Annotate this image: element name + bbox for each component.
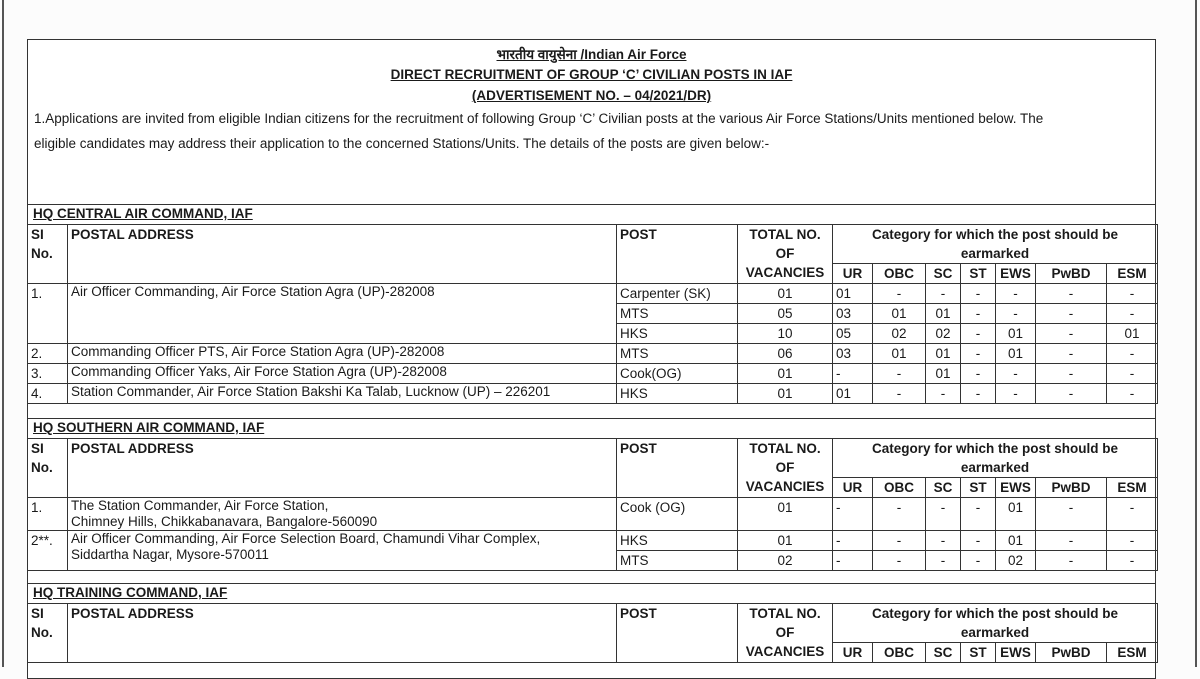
table-row [28,344,1158,364]
row-cat-esm: - [1107,531,1158,551]
col-post-header: POST [617,604,738,663]
row-cat-ur: 03 [833,304,873,324]
address-line: Station Commander, Air Force Station Bakshi Ka Talab, Lucknow (UP) – 226201 [71,384,551,399]
table-row [28,531,1158,551]
row-address [68,364,617,384]
row-cat-ews: 01 [996,324,1036,344]
row-total: 01 [738,498,833,531]
col-sl-header: SI No. [28,225,68,284]
col-cat-header-ews: EWS [996,643,1036,663]
row-cat-st: - [961,498,996,531]
col-total-header: TOTAL NO. OF VACANCIES [738,439,833,498]
row-cat-st: - [961,344,996,364]
col-cat-header-obc: OBC [873,264,926,284]
header-title: DIRECT RECRUITMENT OF GROUP ‘C’ CIVILIAN POSTS IN IAF [390,67,793,82]
row-cat-obc: - [873,498,926,531]
row-cat-ews: - [996,284,1036,304]
col-cat-header-ews: EWS [996,478,1036,498]
col-cat-header-esm: ESM [1107,643,1158,663]
row-cat-pwbd: - [1036,324,1107,344]
row-post: HKS [617,324,738,344]
row-cat-sc: - [926,551,961,571]
header-org: भारतीय वायुसेना /Indian Air Force [496,47,687,62]
col-post-header: POST [617,225,738,284]
row-cat-ur: - [833,531,873,551]
row-cat-sc: - [926,498,961,531]
row-post: MTS [617,344,738,364]
address-line: The Station Commander, Air Force Station, [71,498,329,513]
row-cat-pwbd: - [1036,284,1107,304]
row-address [68,284,617,344]
row-cat-obc: - [873,531,926,551]
section [28,204,1155,401]
row-cat-esm: - [1107,304,1158,324]
col-address-header: POSTAL ADDRESS [68,225,617,284]
row-sl-no: 1. [28,498,68,531]
row-address [68,498,617,531]
intro-line-1: 1.Applications are invited from eligible Indian citizens for the recruitment of following Group ‘C’ Civilian posts at the various Air Force Stations/Units mentioned below. The [34,111,1044,126]
row-cat-ur: 03 [833,344,873,364]
section-title: HQ TRAINING COMMAND, IAF [33,585,228,600]
col-post-header: POST [617,439,738,498]
table-row [28,284,1158,304]
row-sl-no: 2. [28,344,68,364]
row-total: 05 [738,304,833,324]
row-total: 01 [738,531,833,551]
row-cat-ur: 01 [833,284,873,304]
col-cat-header-pwbd: PwBD [1036,643,1107,663]
row-post: HKS [617,531,738,551]
col-cat-header-st: ST [961,643,996,663]
row-cat-pwbd: - [1036,384,1107,404]
row-sl-no: 4. [28,384,68,404]
row-sl-no: 2**. [28,531,68,571]
address-line: Commanding Officer PTS, Air Force Station Agra (UP)-282008 [71,344,445,359]
row-cat-sc: - [926,284,961,304]
col-total-header: TOTAL NO. OF VACANCIES [738,604,833,663]
col-cat-header-pwbd: PwBD [1036,264,1107,284]
row-cat-st: - [961,531,996,551]
table-row [28,498,1158,531]
address-line: Air Officer Commanding, Air Force Station Agra (UP)-282008 [71,284,435,299]
row-cat-st: - [961,551,996,571]
row-cat-obc: 01 [873,304,926,324]
row-post: HKS [617,384,738,404]
row-cat-sc: 01 [926,344,961,364]
row-total: 02 [738,551,833,571]
col-cat-header-esm: ESM [1107,264,1158,284]
col-cat-header-ur: UR [833,643,873,663]
col-category-header: Category for which the post should be earmarked [833,439,1158,478]
row-total: 01 [738,284,833,304]
col-address-header: POSTAL ADDRESS [68,604,617,663]
row-cat-st: - [961,364,996,384]
row-cat-pwbd: - [1036,364,1107,384]
row-cat-ews: - [996,304,1036,324]
row-post: Cook(OG) [617,364,738,384]
section [28,418,1155,568]
address-line: Air Officer Commanding, Air Force Selection Board, Chamundi Vihar Complex, [71,531,541,546]
col-cat-header-pwbd: PwBD [1036,478,1107,498]
row-cat-st: - [961,304,996,324]
table-row [28,384,1158,404]
section-title: HQ CENTRAL AIR COMMAND, IAF [33,206,253,221]
row-cat-sc: - [926,531,961,551]
row-cat-st: - [961,324,996,344]
row-post: Carpenter (SK) [617,284,738,304]
col-category-header: Category for which the post should be earmarked [833,604,1158,643]
row-cat-esm: - [1107,364,1158,384]
intro-line-2: eligible candidates may address their application to the concerned Stations/Units. The details of the posts are given below:- [34,136,770,151]
row-total: 01 [738,384,833,404]
row-post: MTS [617,304,738,324]
col-cat-header-ur: UR [833,264,873,284]
row-cat-obc: - [873,284,926,304]
row-cat-ur: 05 [833,324,873,344]
page-edge-right [1195,0,1197,667]
col-category-header: Category for which the post should be earmarked [833,225,1158,264]
vacancy-table [27,438,1158,571]
row-cat-st: - [961,384,996,404]
address-line: Chimney Hills, Chikkabanavara, Bangalore-560090 [71,514,378,529]
row-cat-obc: - [873,551,926,571]
col-cat-header-ews: EWS [996,264,1036,284]
header-advert-no: (ADVERTISEMENT NO. – 04/2021/DR) [471,88,712,103]
row-post: MTS [617,551,738,571]
page-edge-left [2,0,4,667]
row-total: 01 [738,364,833,384]
col-cat-header-sc: SC [926,478,961,498]
table-row [28,364,1158,384]
row-total: 10 [738,324,833,344]
row-cat-obc: - [873,384,926,404]
row-address [68,384,617,404]
row-sl-no: 3. [28,364,68,384]
row-cat-ews: 02 [996,551,1036,571]
col-cat-header-st: ST [961,478,996,498]
col-total-header: TOTAL NO. OF VACANCIES [738,225,833,284]
row-cat-ur: - [833,498,873,531]
col-address-header: POSTAL ADDRESS [68,439,617,498]
intro-paragraph [34,106,1144,156]
row-cat-ews: - [996,384,1036,404]
row-cat-sc: 01 [926,304,961,324]
row-address [68,344,617,364]
row-cat-sc: - [926,384,961,404]
document-page [27,39,1156,679]
row-cat-st: - [961,284,996,304]
row-cat-esm: - [1107,344,1158,364]
row-cat-pwbd: - [1036,551,1107,571]
col-sl-header: SI No. [28,604,68,663]
row-cat-sc: 01 [926,364,961,384]
section [28,583,1155,660]
vacancy-table [27,224,1158,404]
row-cat-ur: - [833,551,873,571]
col-cat-header-ur: UR [833,478,873,498]
section-title: HQ SOUTHERN AIR COMMAND, IAF [33,420,265,435]
row-total: 06 [738,344,833,364]
row-cat-esm: - [1107,384,1158,404]
row-cat-obc: - [873,364,926,384]
col-cat-header-obc: OBC [873,478,926,498]
row-address [68,531,617,571]
row-cat-ews: - [996,364,1036,384]
row-cat-esm: 01 [1107,324,1158,344]
col-cat-header-esm: ESM [1107,478,1158,498]
row-cat-ews: 01 [996,531,1036,551]
row-cat-pwbd: - [1036,344,1107,364]
row-cat-ews: 01 [996,344,1036,364]
vacancy-table [27,603,1158,663]
row-cat-ur: - [833,364,873,384]
row-cat-pwbd: - [1036,498,1107,531]
address-line: Siddartha Nagar, Mysore-570011 [71,547,269,562]
row-cat-ur: 01 [833,384,873,404]
col-cat-header-sc: SC [926,264,961,284]
col-sl-header: SI No. [28,439,68,498]
row-cat-ews: 01 [996,498,1036,531]
col-cat-header-obc: OBC [873,643,926,663]
row-cat-esm: - [1107,498,1158,531]
row-cat-sc: 02 [926,324,961,344]
address-line: Commanding Officer Yaks, Air Force Station Agra (UP)-282008 [71,364,447,379]
row-cat-pwbd: - [1036,531,1107,551]
row-sl-no: 1. [28,284,68,344]
col-cat-header-st: ST [961,264,996,284]
row-cat-pwbd: - [1036,304,1107,324]
row-post: Cook (OG) [617,498,738,531]
row-cat-obc: 01 [873,344,926,364]
col-cat-header-sc: SC [926,643,961,663]
row-cat-esm: - [1107,284,1158,304]
row-cat-obc: 02 [873,324,926,344]
row-cat-esm: - [1107,551,1158,571]
